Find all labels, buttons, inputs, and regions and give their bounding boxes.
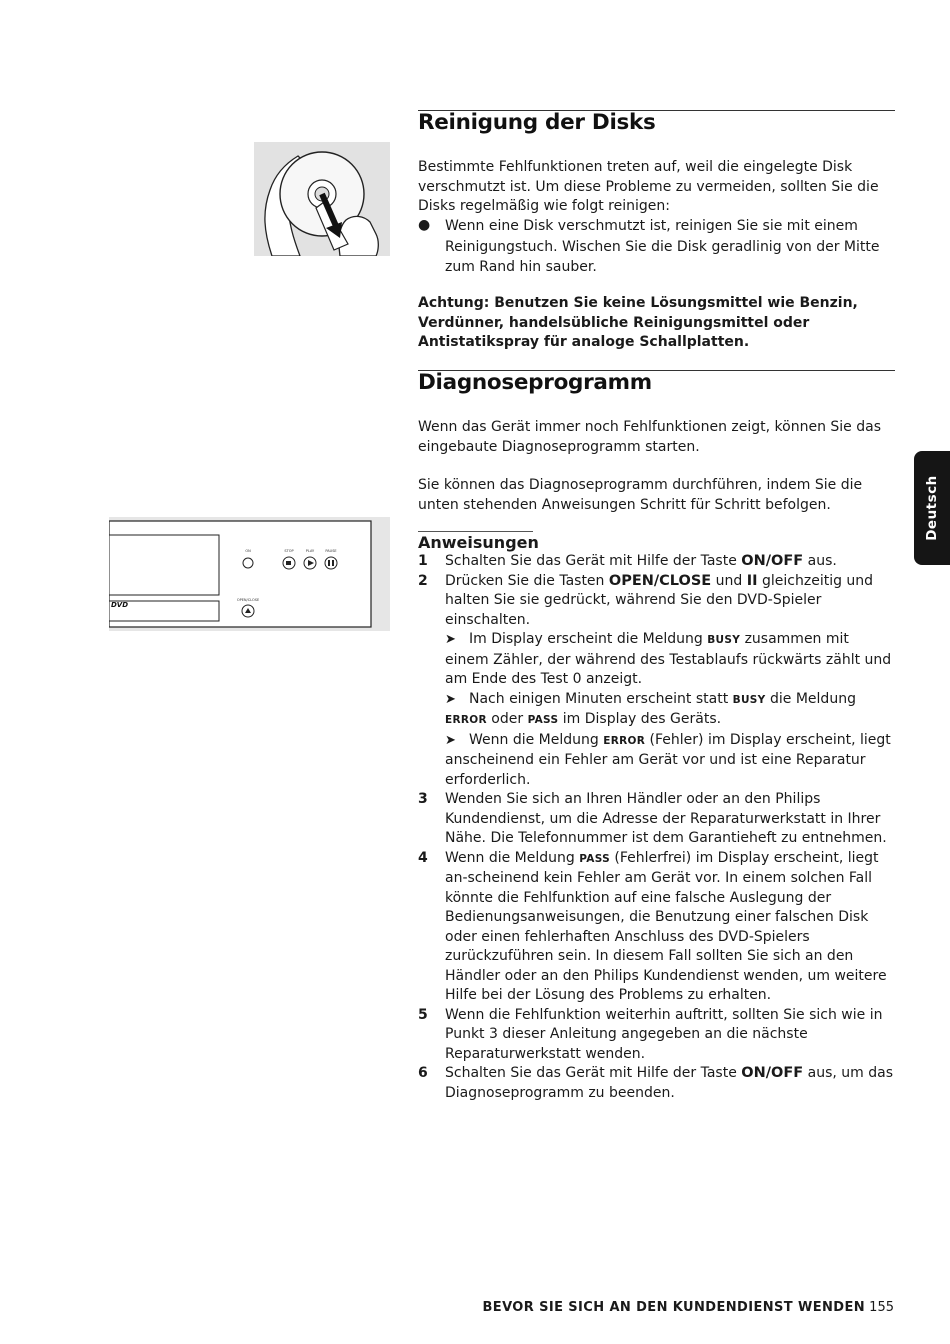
sub-note: ➤ Nach einigen Minuten erscheint statt BUSY die Meldung ERROR oder PASS im Display des Geräts. bbox=[445, 690, 856, 727]
list-item: 5 Wenn die Fehlfunktion weiterhin auftritt, sollten Sie sich wie in Punkt 3 dieser Anleitung angegeben an die nächste Reparaturwerkstatt wenden. bbox=[418, 1006, 883, 1062]
list-item: 1 Schalten Sie das Gerät mit Hilfe der Taste ON/OFF aus. bbox=[418, 553, 837, 569]
pause-label: PAUSE bbox=[325, 549, 337, 553]
list-item: 3 Wenden Sie sich an Ihren Händler oder an den Philips Kundendienst, um die Adresse der Reparaturwerkstatt in Ihrer Nähe. Die Telefonnummer ist dem Garantieheft zu entnehmen. bbox=[418, 791, 887, 846]
instruction-list bbox=[418, 552, 896, 1103]
page-footer bbox=[482, 1300, 894, 1315]
cleaning-intro: Bestimmte Fehlfunktionen treten auf, weil die eingelegte Disk verschmutzt ist. Um diese Probleme zu vermeiden, sollten Sie die Disks regelmäßig wie folgt reinigen: bbox=[418, 159, 879, 214]
list-item: 2 Drücken Sie die Tasten OPEN/CLOSE und II gleichzeitig und halten Sie sie gedrückt, während Sie den DVD-Spieler einschalten. ➤ Im Display erscheint die Meldung BUSY zusammen mit einem Zähler, der während des Testablaufs rückwärts zählt und am Ende des Test 0 anzeigt. ➤ Nach einigen Minuten erscheint statt BUSY die Meldung ERROR oder PASS im Display des Geräts. ➤ Wenn die Meldung ERROR (Fehler) im Display erscheint, liegt anscheinend ein Fehler am Gerät vor und ist eine Reparatur erforderlich. bbox=[418, 572, 896, 791]
arrow-icon: ➤ bbox=[445, 732, 456, 748]
list-item: 4 Wenn die Meldung PASS (Fehlerfrei) im Display erscheint, liegt an-scheinend kein Fehler am Gerät vor. In einem solchen Fall könnte die Fehlfunktion auf eine falsche Auslegung der Bedienungsanweisungen, die Benutzung einer falschen Disk oder einen fehlerhaften Anschluss des DVD-Spielers zurückzuführen sein. In diesem Fall sollten Sie sich an den Händler oder an den Philips Kundendienst wenden, um weitere Hilfe bei der Lösung des Problems zu erhalten. bbox=[418, 849, 887, 1003]
play-label: PLAY bbox=[305, 549, 315, 553]
instructions-rule bbox=[418, 531, 533, 532]
instructions-heading: Anweisungen bbox=[418, 533, 539, 552]
cleaning-bullet-text: Wenn eine Disk verschmutzt ist, reinigen Sie sie mit einem Reinigungstuch. Wischen Sie die Disk geradlinig von der Mitte zum Rand hin sauber. bbox=[445, 218, 880, 275]
arrow-icon: ➤ bbox=[445, 691, 456, 707]
language-tab-label: Deutsch bbox=[924, 475, 940, 541]
open-close-label: OPEN/CLOSE bbox=[236, 598, 260, 602]
stop-label: STOP bbox=[284, 549, 294, 553]
dvd-player-front-panel bbox=[109, 517, 390, 635]
diagnose-para-1: Wenn das Gerät immer noch Fehlfunktionen zeigt, können Sie das eingebaute Diagnoseprogramm starten. bbox=[418, 419, 882, 455]
footer-title: BEVOR SIE SICH AN DEN KUNDENDIENST WENDEN bbox=[482, 1300, 866, 1315]
sub-note: ➤ Wenn die Meldung ERROR (Fehler) im Display erscheint, liegt anscheinend ein Fehler am Gerät vor und ist eine Reparatur erforderlich. bbox=[445, 731, 891, 788]
disc-cleaning-illustration bbox=[254, 142, 390, 260]
standby-label: ON bbox=[245, 549, 251, 553]
bullet-dot-icon: ● bbox=[418, 217, 431, 233]
section-title-diagnose: Diagnoseprogramm bbox=[418, 370, 652, 395]
cleaning-warning: Achtung: Benutzen Sie keine Lösungsmittel wie Benzin, Verdünner, handelsübliche Reinigungsmittel oder Antistatikspray für analoge Schallplatten. bbox=[418, 295, 858, 350]
page-number: 155 bbox=[869, 1300, 894, 1315]
cleaning-bullet bbox=[418, 216, 896, 278]
sub-note: ➤ Im Display erscheint die Meldung BUSY zusammen mit einem Zähler, der während des Testablaufs rückwärts zählt und am Ende des Test 0 anzeigt. bbox=[445, 631, 892, 687]
list-item: 6 Schalten Sie das Gerät mit Hilfe der Taste ON/OFF aus, um das Diagnoseprogramm zu beenden. bbox=[418, 1065, 894, 1101]
diagnose-para-2: Sie können das Diagnoseprogramm durchführen, indem Sie die unten stehenden Anweisungen Schritt für Schritt befolgen. bbox=[418, 477, 863, 513]
language-tab bbox=[914, 451, 950, 565]
section-title-cleaning: Reinigung der Disks bbox=[418, 110, 656, 135]
arrow-icon: ➤ bbox=[445, 632, 456, 647]
dvd-logo: DVD bbox=[111, 601, 129, 609]
